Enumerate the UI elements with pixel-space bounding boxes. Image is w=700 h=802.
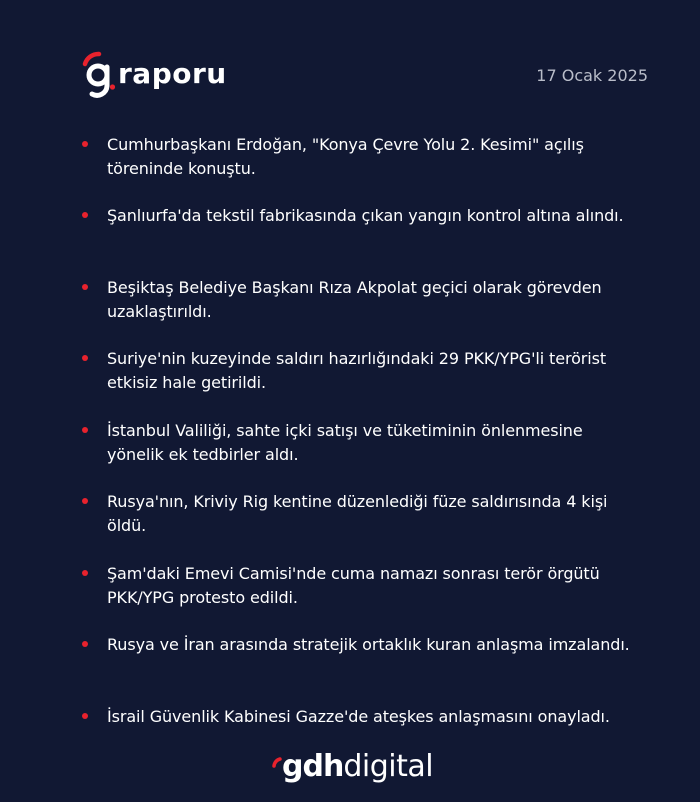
news-item-text: İstanbul Valiliği, sahte içki satışı ve tüketiminin önlenmesine yönelik ek tedbirler aldı. [107,421,583,464]
bullet-dot-icon [82,141,88,147]
news-item-text: Şam'daki Emevi Camisi'nde cuma namazı sonrası terör örgütü PKK/YPG protesto edildi. [107,564,600,607]
news-item-text: İsrail Güvenlik Kabinesi Gazze'de ateşkes anlaşmasını onayladı. [107,707,610,726]
news-item [80,276,640,324]
news-item [80,705,640,729]
news-item-text: Suriye'nin kuzeyinde saldırı hazırlığındaki 29 PKK/YPG'li terörist etkisiz hale getirildi. [107,349,607,392]
news-item [80,204,640,228]
news-item [80,562,640,610]
bullet-dot-icon [82,498,88,504]
bullet-dot-icon [82,284,88,290]
g-raporu-logo-icon [80,50,114,102]
bullet-dot-icon [82,713,88,719]
news-item-text: Rusya ve İran arasında stratejik ortaklık kuran anlaşma imzalandı. [107,635,630,654]
gdh-digital-logo-icon [272,749,282,785]
gdh-digital-logo [272,745,433,785]
brand-word: raporu [118,56,227,90]
bullet-dot-icon [82,355,88,361]
news-item [80,633,640,657]
date-label: 17 Ocak 2025 [536,66,648,85]
news-item [80,419,640,467]
bullet-dot-icon [82,570,88,576]
news-item [80,133,640,181]
graporu-logo [80,50,227,102]
footer-brand-bold: gdh [282,749,344,784]
bullet-dot-icon [82,427,88,433]
news-item [80,347,640,395]
bullet-dot-icon [82,212,88,218]
bullet-dot-icon [82,641,88,647]
news-item-text: Cumhurbaşkanı Erdoğan, "Konya Çevre Yolu 2. Kesimi" açılış töreninde konuştu. [107,135,584,178]
news-item [80,490,640,538]
news-item-text: Beşiktaş Belediye Başkanı Rıza Akpolat geçici olarak görevden uzaklaştırıldı. [107,278,602,321]
footer-brand-light: digital [343,749,434,784]
news-item-text: Şanlıurfa'da tekstil fabrikasında çıkan yangın kontrol altına alındı. [107,206,624,225]
news-item-text: Rusya'nın, Kriviy Rig kentine düzenlediği füze saldırısında 4 kişi öldü. [107,492,608,535]
